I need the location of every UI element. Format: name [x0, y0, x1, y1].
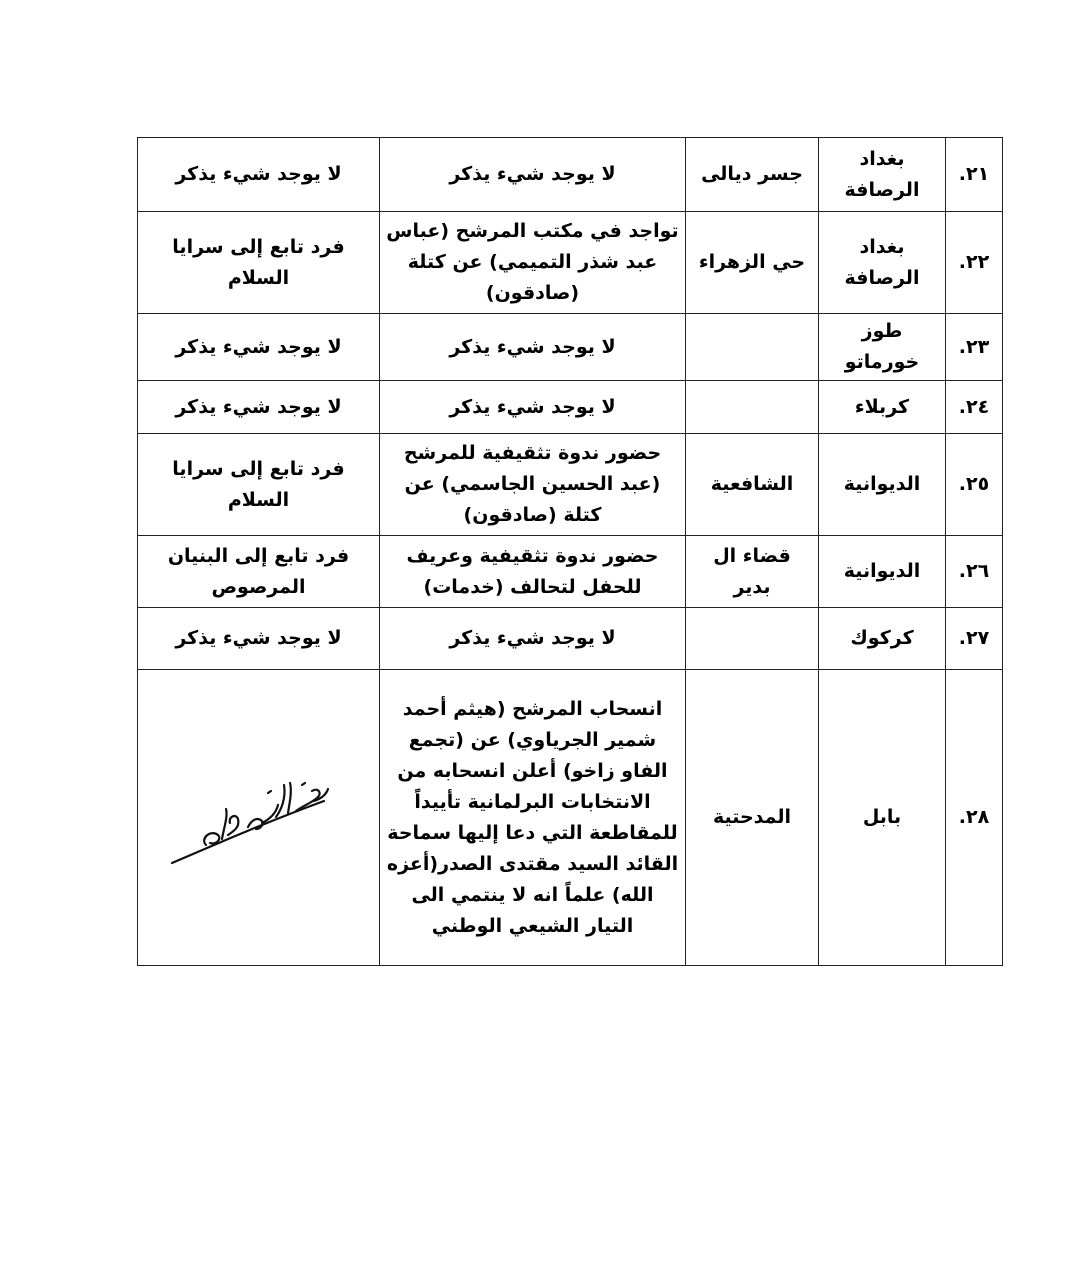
table-row — [138, 212, 1003, 314]
affiliation-cell: لا يوجد شيء يذكر — [138, 314, 380, 381]
affiliation-cell: فرد تابع إلى سرايا السلام — [138, 434, 380, 536]
row-number: ٢٧. — [946, 608, 1003, 670]
table-row — [138, 670, 1003, 966]
events-table — [137, 137, 1003, 966]
area-cell — [686, 608, 819, 670]
area-cell: جسر ديالى — [686, 138, 819, 212]
governorate-cell: طوز خورماتو — [819, 314, 946, 381]
governorate-cell: كركوك — [819, 608, 946, 670]
governorate-cell: الديوانية — [819, 536, 946, 608]
affiliation-cell: لا يوجد شيء يذكر — [138, 381, 380, 434]
row-number: ٢١. — [946, 138, 1003, 212]
row-number: ٢٨. — [946, 670, 1003, 966]
row-number: ٢٢. — [946, 212, 1003, 314]
handwritten-signature — [164, 763, 354, 873]
event-cell: انسحاب المرشح (هيثم أحمد شمير الجرياوي) عن (تجمع الفاو زاخو) أعلن انسحابه من الانتخابات البرلمانية تأييداً للمقاطعة التي دعا إليها سماحة القائد السيد مقتدى الصدر(أعزه الله) علماً انه لا ينتمي الى التيار الشيعي الوطني — [380, 670, 686, 966]
event-cell: لا يوجد شيء يذكر — [380, 138, 686, 212]
signature-cell — [138, 670, 380, 966]
governorate-cell: بغداد الرصافة — [819, 138, 946, 212]
row-number: ٢٣. — [946, 314, 1003, 381]
table-row — [138, 536, 1003, 608]
event-cell: لا يوجد شيء يذكر — [380, 381, 686, 434]
table-row — [138, 138, 1003, 212]
table-row — [138, 608, 1003, 670]
event-cell: حضور ندوة تثقيفية وعريف للحفل لتحالف (خدمات) — [380, 536, 686, 608]
area-cell: حي الزهراء — [686, 212, 819, 314]
area-cell — [686, 381, 819, 434]
table-row — [138, 314, 1003, 381]
governorate-cell: بابل — [819, 670, 946, 966]
area-cell: الشافعية — [686, 434, 819, 536]
area-cell: المدحتية — [686, 670, 819, 966]
affiliation-cell: لا يوجد شيء يذكر — [138, 608, 380, 670]
row-number: ٢٤. — [946, 381, 1003, 434]
table-row — [138, 381, 1003, 434]
event-cell: حضور ندوة تثقيفية للمرشح (عبد الحسين الجاسمي) عن كتلة (صادقون) — [380, 434, 686, 536]
governorate-cell: كربلاء — [819, 381, 946, 434]
row-number: ٢٥. — [946, 434, 1003, 536]
row-number: ٢٦. — [946, 536, 1003, 608]
event-cell: تواجد في مكتب المرشح (عباس عبد شذر التميمي) عن كتلة (صادقون) — [380, 212, 686, 314]
affiliation-cell: فرد تابع إلى البنيان المرصوص — [138, 536, 380, 608]
governorate-cell: الديوانية — [819, 434, 946, 536]
area-cell — [686, 314, 819, 381]
governorate-cell: بغداد الرصافة — [819, 212, 946, 314]
table-row — [138, 434, 1003, 536]
event-cell: لا يوجد شيء يذكر — [380, 314, 686, 381]
area-cell: قضاء ال بدير — [686, 536, 819, 608]
affiliation-cell: فرد تابع إلى سرايا السلام — [138, 212, 380, 314]
affiliation-cell: لا يوجد شيء يذكر — [138, 138, 380, 212]
event-cell: لا يوجد شيء يذكر — [380, 608, 686, 670]
